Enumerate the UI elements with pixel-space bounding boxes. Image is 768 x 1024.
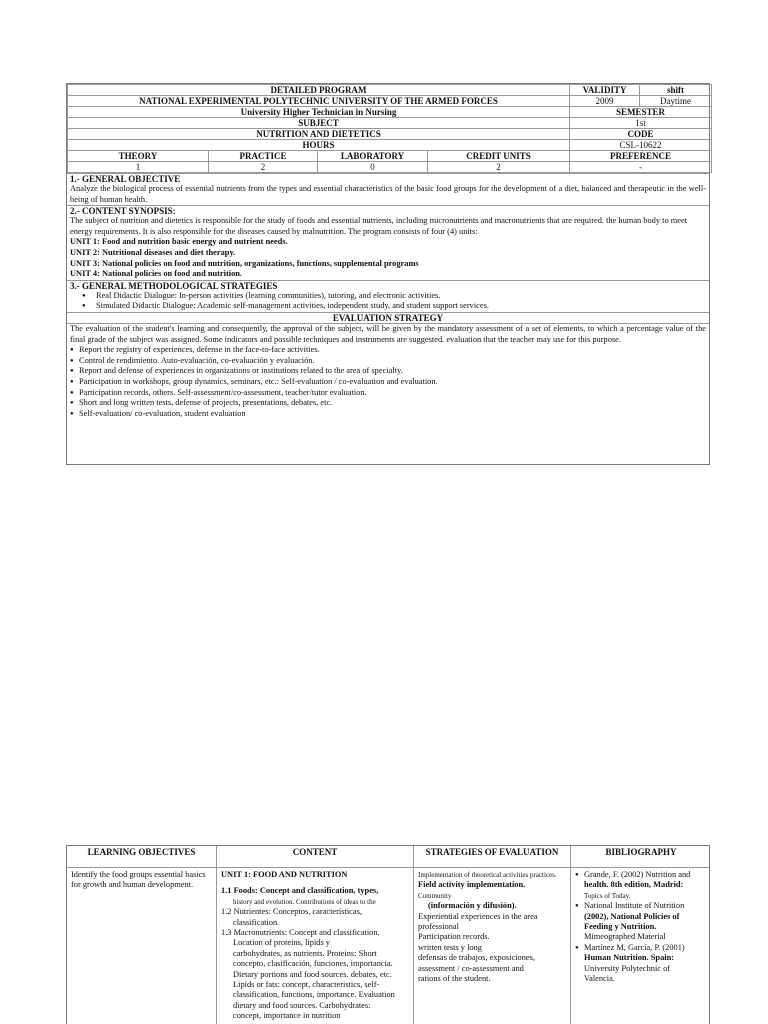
bibliography-header: BIBLIOGRAPHY: [571, 846, 710, 868]
strategy-line: defensas de trabajos, exposiciones,: [418, 953, 535, 963]
general-objective-text: Analyze the biological process of essential nutrients from the types and essential characteristics of the basic food groups for the development of a diet, balanced and therapeutic in the well-being of human health.: [70, 184, 706, 204]
evaluation-intro: The evaluation of the student's learning and consequently, the approval of the subject, will be given by the mandatory assessment of a set of elements, to which a percentage value of the final grade of the subject was assigned. Some indicators and possible techniques and instruments are suggested. evaluation that the teacher may use for this purpose.: [70, 323, 706, 344]
bib-line: ● Martínez M, García, P. (2001): [584, 942, 685, 952]
list-item: ● Participation in workshops, group dynamics, seminars, etc.: Self-evaluation / co-evaluation and evaluation.: [70, 377, 706, 388]
bib-line: Valencia.: [584, 974, 615, 984]
methodological-section: [67, 280, 709, 312]
list-item: ● Report and defense of experiences in organizations or institutions related to the area of specialty.: [70, 366, 706, 377]
bib-line: ● National Institute of Nutrition: [584, 901, 685, 911]
content-line: 1.2 Nutrientes: Conceptos, características,: [221, 907, 362, 917]
bib-line: Topics of Today.: [584, 891, 631, 900]
objectives-header: LEARNING OBJECTIVES: [67, 846, 216, 868]
subject-name: NUTRITION AND DIETETICS: [68, 129, 570, 140]
content-synopsis-title: 2.- CONTENT SYNOPSIS:: [70, 206, 176, 217]
general-objective-section: [67, 173, 709, 205]
strategy-line: assessment / co-assessment and: [418, 963, 524, 973]
methodological-title: 3.- GENERAL METHODOLOGICAL STRATEGIES: [70, 280, 278, 291]
shift-label: shift: [640, 85, 712, 96]
bib-line: (2002), National Policies of: [584, 911, 680, 921]
validity-value: 2009: [570, 96, 640, 107]
theory-value: 1: [68, 162, 209, 173]
laboratory-value: 0: [318, 162, 428, 173]
list-item: ● Report the registry of experiences, defense in the face-to-face activities.: [70, 345, 706, 356]
bib-line: health. 8th edition, Madrid:: [584, 880, 684, 890]
strategy-line: written tests y long: [418, 942, 482, 952]
list-item: ● Real Didactic Dialogue: In-person activities (learning communities), tutoring, and electronic activities.: [70, 291, 706, 302]
practice-label: PRACTICE: [209, 151, 318, 162]
program-table: [66, 83, 710, 465]
bibliography-column: [571, 846, 710, 1024]
strategy-line: (información y difusión).: [428, 901, 517, 911]
content-line: Dietary portions and food sources. debates, etc.: [233, 969, 392, 979]
shift-value: Daytime: [640, 96, 712, 107]
list-item: ● Short and long written tests, defense of projects, presentations, debates, etc.: [70, 398, 706, 409]
theory-label: THEORY: [68, 151, 209, 162]
content-header: CONTENT: [217, 846, 413, 868]
strategy-line: Community: [418, 891, 452, 900]
list-item: ● Control de rendimiento. Auto-evaluación, co-evaluación y evaluación.: [70, 356, 706, 367]
code-label: CODE: [570, 129, 712, 140]
strategy-line: Field activity implementation.: [418, 880, 526, 890]
objectives-text: Identify the food groups essential basics for growth and human development.: [71, 870, 206, 890]
list-item: ● Simulated Didactic Dialogue: Academic self-management activities, independent study, and student support services.: [70, 301, 706, 312]
bib-line: University Polytechnic of: [584, 963, 671, 973]
preference-label: PREFERENCE: [570, 151, 712, 162]
content-line: classification, functions, importance. Evaluation: [233, 990, 395, 1000]
content-body: [217, 868, 413, 1024]
university-name: NATIONAL EXPERIMENTAL POLYTECHNIC UNIVERSITY OF THE ARMED FORCES: [68, 96, 570, 107]
strategy-line: Experiential experiences in the area professional: [418, 911, 538, 932]
credit-units-label: CREDIT UNITS: [428, 151, 570, 162]
content-line: concept, importance in nutrition: [233, 1011, 341, 1021]
detailed-program-label: DETAILED PROGRAM: [68, 85, 570, 96]
strategy-line: Participation records.: [418, 932, 490, 942]
content-synopsis-section: [67, 205, 709, 280]
content-line: history and evolution. Contributions of ideas to the: [233, 897, 376, 906]
content-line: concepto, clasificación, funciones, importancia.: [233, 959, 393, 969]
strategies-header: STRATEGIES OF EVALUATION: [414, 846, 570, 868]
subject-label: SUBJECT: [68, 118, 570, 129]
laboratory-label: LABORATORY: [318, 151, 428, 162]
content-line: 1.1 Foods: Concept and classification, types,: [221, 886, 379, 896]
bib-line: Mimeographed Material: [584, 932, 666, 942]
list-item: [575, 943, 707, 985]
hours-label: HOURS: [68, 140, 570, 151]
list-item: [575, 901, 707, 943]
header-table: [67, 84, 712, 173]
evaluation-list: [70, 345, 706, 419]
bib-line: Feeding y Nutrition.: [584, 922, 657, 932]
content-line: Location of proteins, lipids y: [233, 938, 330, 948]
degree-name: University Higher Technician in Nursing: [68, 107, 570, 118]
content-synopsis-text: The subject of nutrition and dietetics is responsible for the study of foods and essential nutrients, including micronutrients and macronutrients that are required. the human body to meet energy requirements. It is also responsible for the diseases caused by malnutrition. The program consists of four (4) units:: [70, 216, 688, 236]
preference-value: -: [570, 162, 712, 173]
content-column: [217, 846, 414, 1024]
strategy-line: Implementation of theoretical activities practices.: [418, 871, 557, 879]
bib-line: Human Nutrition. Spain:: [584, 953, 675, 963]
methodological-list: [70, 291, 706, 312]
list-item: ● Self-evaluation/ co-evaluation, student evaluation: [70, 409, 706, 420]
content-line: carbohydrates, as nutrients. Proteins: Short: [233, 948, 377, 958]
semester-value: 1st: [570, 118, 712, 129]
learning-table: [66, 845, 710, 1024]
evaluation-section: [67, 324, 709, 419]
validity-label: VALIDITY: [570, 85, 640, 96]
strategies-body: [414, 868, 570, 986]
content-line: 1.3 Macronutrients: Concept and classification.: [221, 928, 380, 938]
bibliography-body: [571, 868, 710, 986]
objectives-column: [67, 846, 217, 1024]
unit-2: UNIT 2: Nutritional diseases and diet therapy.: [70, 247, 236, 257]
code-value: CSL-10622: [570, 140, 712, 151]
practice-value: 2: [209, 162, 318, 173]
unit-4: UNIT 4: National policies on food and nutrition.: [70, 269, 243, 279]
bib-line: ● Grande, F. (2002) Nutrition and: [584, 870, 691, 879]
unit-3: UNIT 3: National policies on food and nutrition, organizations, functions, supplemental programs: [70, 258, 419, 268]
list-item: ● Participation records, others. Self-assessment/co-assessment, teacher/tutor evaluation.: [70, 388, 706, 399]
strategy-line: rations of the student.: [418, 974, 491, 984]
credit-units-value: 2: [428, 162, 570, 173]
general-objective-title: 1.- GENERAL OBJECTIVE: [70, 174, 181, 184]
unit-1: UNIT 1: Food and nutrition basic energy and nutrient needs.: [70, 237, 288, 247]
content-unit-title: UNIT 1: FOOD AND NUTRITION: [221, 870, 348, 879]
list-item: [575, 870, 707, 901]
content-line: classification.: [233, 917, 280, 927]
evaluation-strategy-title: EVALUATION STRATEGY: [67, 312, 709, 324]
bibliography-list: [575, 870, 707, 984]
content-line: dietary and food sources. Carbohydrates:: [233, 1000, 371, 1010]
strategies-column: [414, 846, 571, 1024]
semester-label: SEMESTER: [570, 107, 712, 118]
content-line: Lipids or fats: concept, characteristics, self-: [233, 980, 380, 990]
